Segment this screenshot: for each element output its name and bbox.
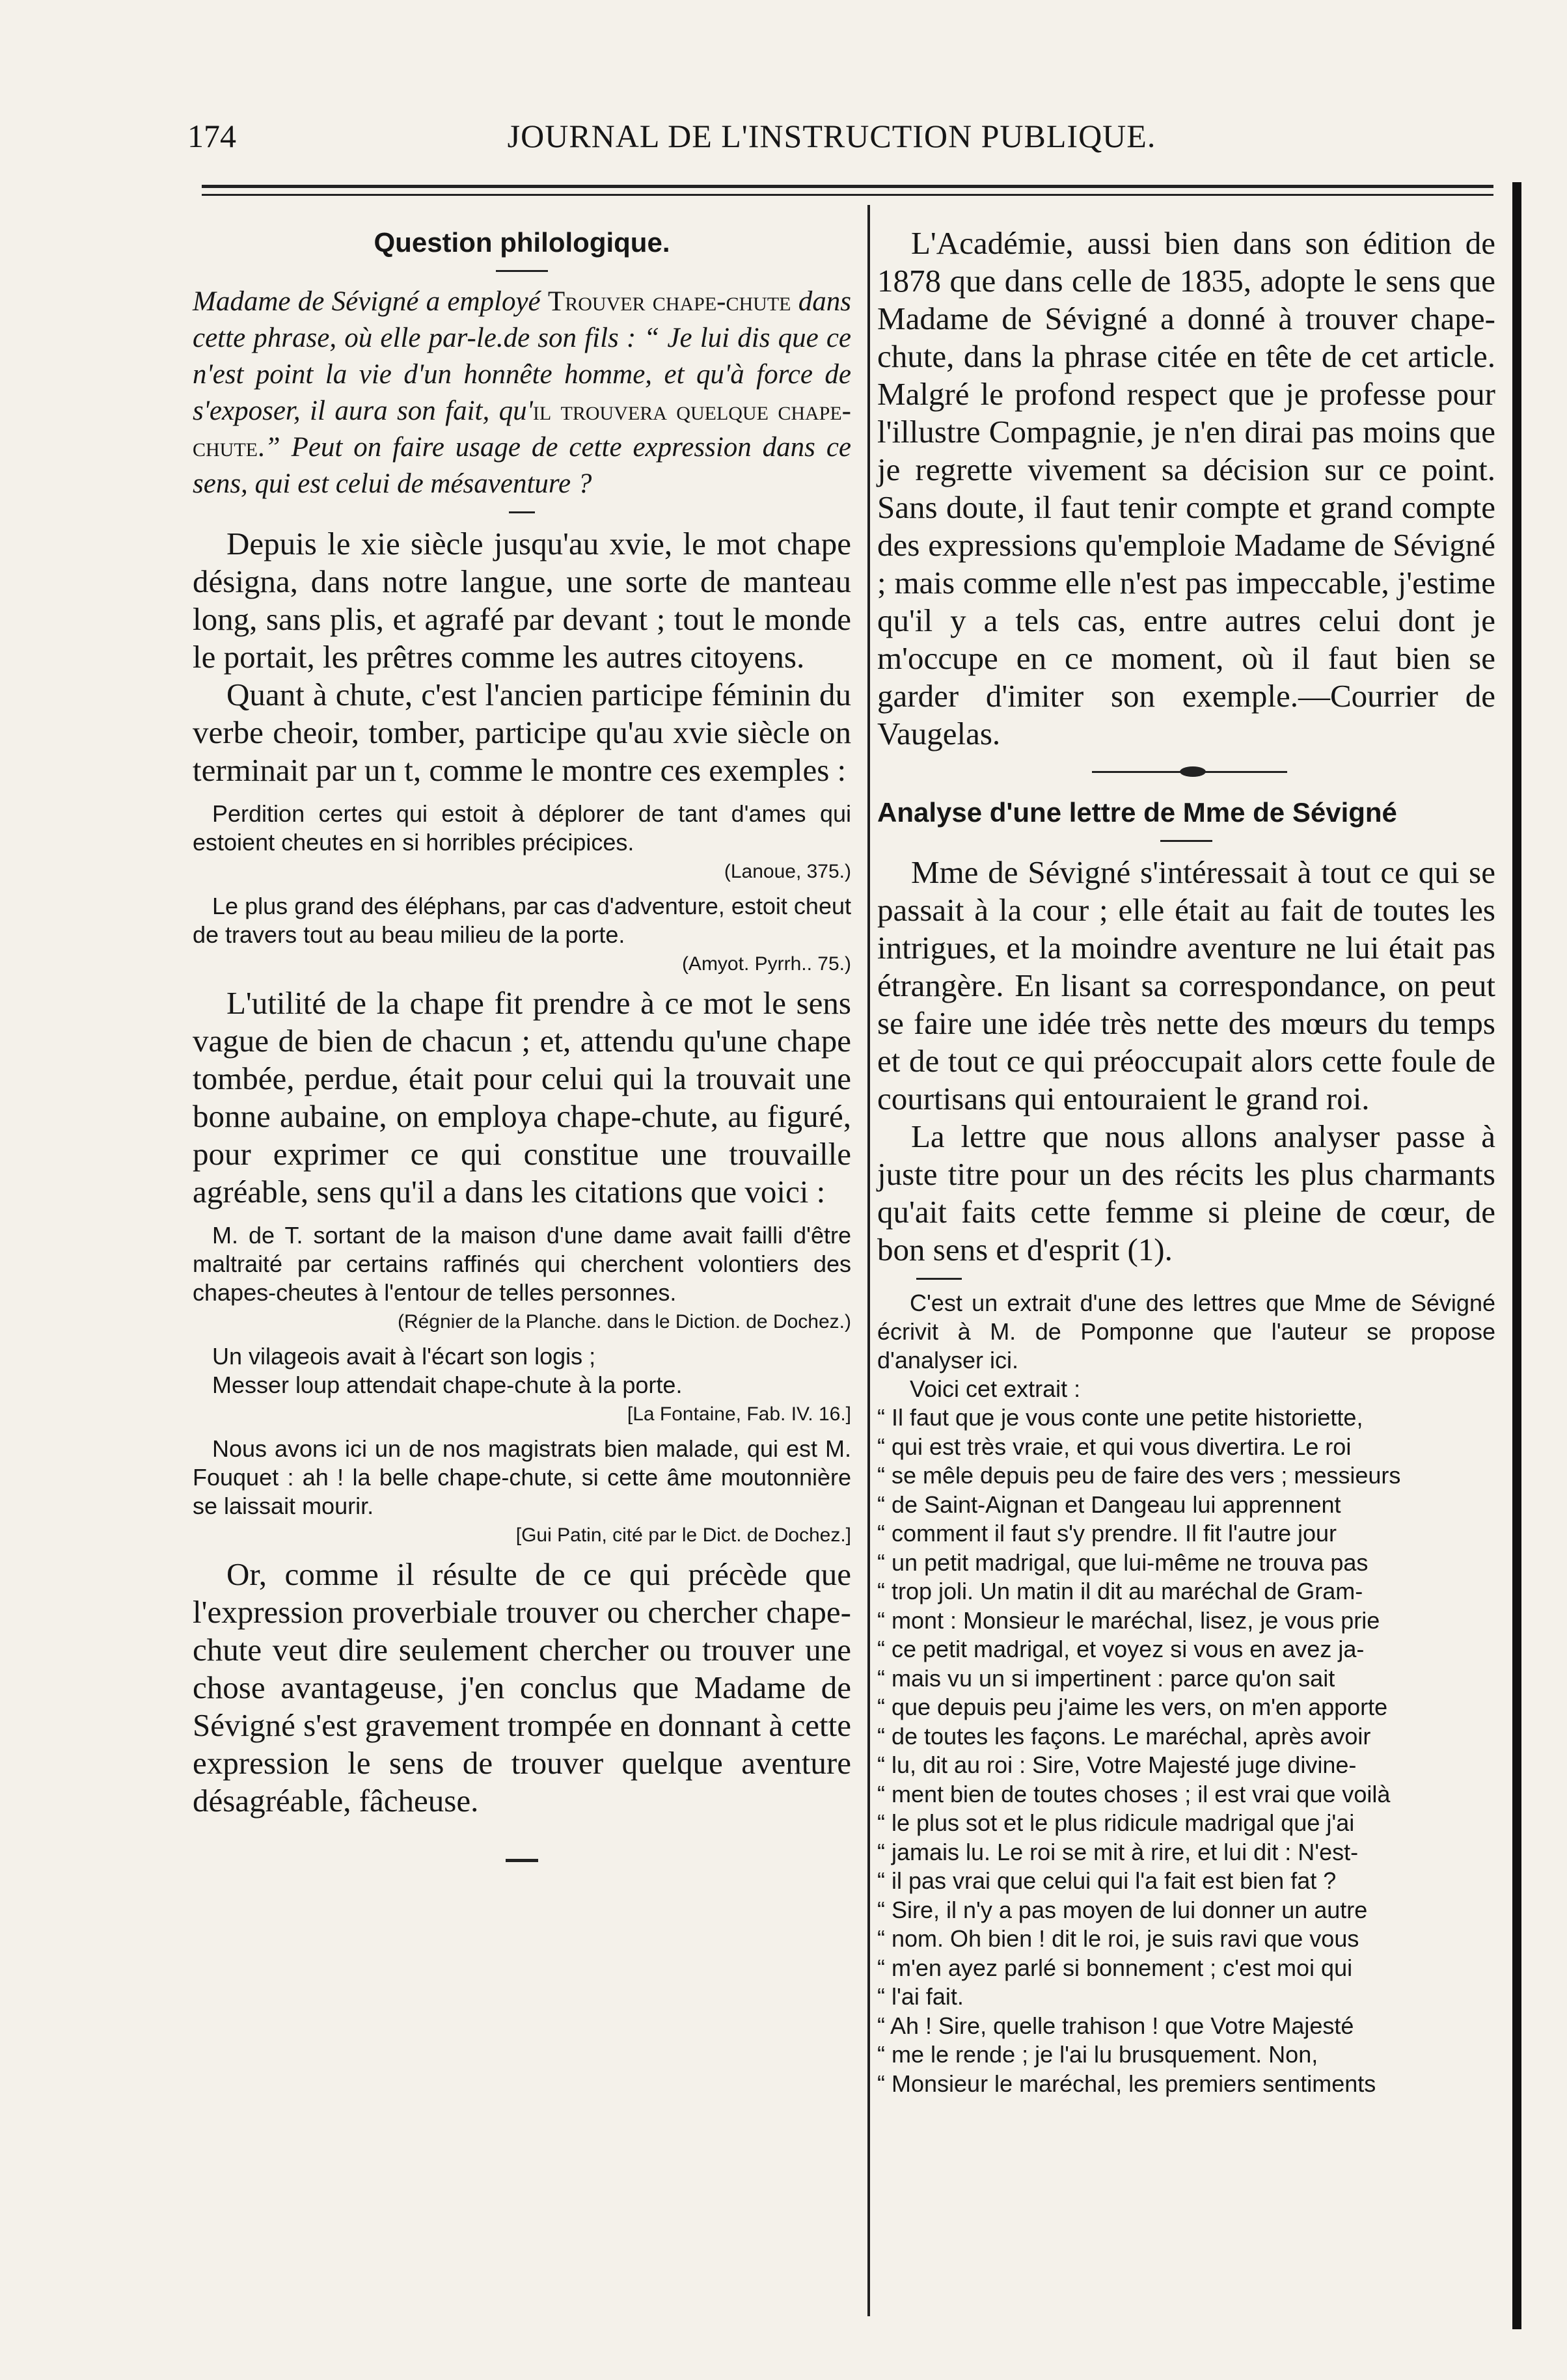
paragraph: C'est un extrait d'une des lettres que Mme de Sévigné écrivit à M. de Pomponne que l'auteur se propose d'analyser ici. [877, 1290, 1495, 1373]
question-part-1: Madame de Sévigné a employé [193, 286, 548, 317]
citation: M. de T. sortant de la maison d'une dame avait failli d'être maltraité par certains raffinés qui cherchent volontiers des chapes-cheutes à l'entour de telles personnes. [193, 1222, 851, 1306]
paragraph: Mme de Sévigné s'intéressait à tout ce qui se passait à la cour ; elle était au fait de toutes les intrigues, et la moindre aventure ne lui était pas étrangère. En lisant sa correspondance, on peut se faire une idée très nette des mœurs du temps et de tout ce qui préoccupait alors cette foule de courtisans qui entouraient le grand roi. [877, 854, 1495, 1116]
page-edge-shadow [1512, 182, 1521, 2329]
letter-line: “ m'en ayez parlé si bonnement ; c'est moi qui [877, 1954, 1353, 1981]
end-dash [506, 1859, 538, 1862]
letter-line: “ mont : Monsieur le maréchal, lisez, je vous prie [877, 1606, 1380, 1634]
paragraph: Quant à chute, c'est l'ancien participe féminin du verbe cheoir, tomber, participe qu'au xvie siècle on terminait par un t, comme le montre ces exemples : [193, 677, 851, 788]
citation: Nous avons ici un de nos magistrats bien malade, qui est M. Fouquet : ah ! la belle chape-chute, si cette âme moutonnière se laissait mourir. [193, 1435, 851, 1519]
letter-line: “ il pas vrai que celui qui l'a fait est bien fat ? [877, 1867, 1337, 1894]
section-title: Analyse d'une lettre de Mme de Sévigné [877, 797, 1397, 828]
paragraph: Depuis le xie siècle jusqu'au xvie, le mot chape désigna, dans notre langue, une sorte de manteau long, sans plis, et agrafé par devant ; tout le monde le portait, les prêtres comme les autres citoyens. [193, 526, 851, 675]
letter-line: “ qui est très vraie, et qui vous divertira. Le roi [877, 1433, 1352, 1460]
citation-source: [La Fontaine, Fab. IV. 16.] [627, 1403, 851, 1425]
question-smallcaps-2: il trouvera quelque chape-chute. [193, 396, 851, 463]
column-divider [867, 205, 870, 2316]
left-column [193, 224, 851, 1862]
separator-dash [509, 511, 535, 513]
question-text [193, 284, 851, 502]
citation-source: (Régnier de la Planche. dans le Diction. de Dochez.) [397, 1311, 851, 1332]
paragraph: Or, comme il résulte de ce qui précède que l'expression proverbiale trouver ou chercher chape-chute veut dire seulement chercher ou trouver une chose avantageuse, j'en conclus que Madame de Sévigné s'est gravement trompée en donnant à cette expression le sens de trouver quelque aventure désagréable, fâcheuse. [193, 1556, 851, 1819]
letter-line: “ jamais lu. Le roi se mit à rire, et lui dit : N'est- [877, 1838, 1359, 1865]
letter-line: “ ce petit madrigal, et voyez si vous en avez ja- [877, 1636, 1365, 1662]
question-part-2: dans cette phrase, où elle par-le.de son fils : “ Je lui dis que ce n'est point la vie d'un honnête homme, et qu'à force de s'exposer, il aura son fait, qu' [193, 286, 852, 426]
citation-source: (Lanoue, 375.) [724, 861, 851, 882]
question-smallcaps-1: Trouver chape-chute [547, 286, 791, 317]
question-part-3: ” Peut on faire usage de cette expression dans ce sens, qui est celui de mésaventure ? [193, 432, 851, 499]
letter-line: “ Monsieur le maréchal, les premiers sentiments [877, 2070, 1376, 2097]
letter-line: “ mais vu un si impertinent : parce qu'on sait [877, 1664, 1335, 1692]
section-title: Question philologique. [374, 227, 670, 258]
paragraph: L'Académie, aussi bien dans son édition de 1878 que dans celle de 1835, adopte le sens que Madame de Sévigné a donné à trouver chape-chute, dans la phrase citée en tête de cet article. Malgré le profond respect que je professe pour l'illustre Compagnie, je n'en dirai pas moins que je regrette vivement sa décision sur ce point. Sans doute, il faut tenir compte et grand compte des expressions qu'emploie Madame de Sévigné ; mais comme elle n'est pas impeccable, j'estime qu'il y a tels cas, entre autres celui dont je m'occupe en ce moment, où il faut bien se garder d'imiter son exemple.—Courrier de Vaugelas. [877, 225, 1495, 751]
paragraph: L'utilité de la chape fit prendre à ce mot le sens vague de bien de chacun ; et, attendu qu'une chape tombée, perdue, était pour celui qui la trouvait une bonne aubaine, on employa chape-chute, au figuré, pour exprimer ce qui constitue une trouvaille agréable, sens qu'il a dans les citations que voici : [193, 985, 851, 1210]
running-title: JOURNAL DE L'INSTRUCTION PUBLIQUE. [507, 118, 1156, 154]
letter-line: “ un petit madrigal, que lui-même ne trouva pas [877, 1548, 1369, 1576]
letter-line: “ le plus sot et le plus ridicule madrigal que j'ai [877, 1809, 1355, 1836]
title-rule [1160, 840, 1212, 842]
citation: Perdition certes qui estoit à déplorer de tant d'ames qui estoient cheutes en si horribles précipices. [193, 800, 851, 856]
letter-line: “ que depuis peu j'aime les vers, on m'en apporte [877, 1694, 1388, 1720]
paragraph: Voici cet extrait : [910, 1375, 1081, 1402]
header-rule [202, 185, 1493, 188]
letter-line: “ ment bien de toutes choses ; il est vrai que voilà [877, 1780, 1391, 1807]
letter-line: “ lu, dit au roi : Sire, Votre Majesté juge divine- [877, 1751, 1357, 1778]
letter-line: “ de toutes les façons. Le maréchal, après avoir [877, 1722, 1371, 1750]
letter-line: “ me le rende ; je l'ai lu brusquement. Non, [877, 2041, 1318, 2068]
letter-line: “ trop joli. Un matin il dit au maréchal de Gram- [877, 1578, 1363, 1604]
citation: Le plus grand des éléphans, par cas d'adventure, estoit cheut de travers tout au beau milieu de la porte. [193, 893, 851, 948]
header-rule-thin [202, 194, 1493, 196]
letter-line: “ Sire, il n'y a pas moyen de lui donner un autre [877, 1896, 1368, 1923]
verse-line: Un vilageois avait à l'écart son logis ; [212, 1343, 596, 1370]
letter-line: “ l'ai fait. [877, 1983, 964, 2010]
page-number: 174 [187, 118, 236, 154]
page-header [187, 117, 1476, 169]
letter-line: “ comment il faut s'y prendre. Il fit l'autre jour [877, 1520, 1337, 1547]
citation-source: (Amyot. Pyrrh.. 75.) [681, 953, 851, 975]
letter-line: “ Ah ! Sire, quelle trahison ! que Votre Majesté [877, 2012, 1354, 2039]
letter-extract [877, 1403, 1495, 2098]
citation-source: [Gui Patin, cité par le Dict. de Dochez.] [515, 1524, 851, 1546]
verse-line: Messer loup attendait chape-chute à la porte. [212, 1372, 683, 1398]
title-rule [496, 270, 548, 272]
paragraph: La lettre que nous allons analyser passe à juste titre pour un des récits les plus charmants qu'ait faits cette femme si pleine de cœur, de bon sens et d'esprit (1). [877, 1118, 1495, 1267]
right-column [877, 224, 1495, 2098]
letter-line: “ se mêle depuis peu de faire des vers ; messieurs [877, 1462, 1401, 1489]
letter-line: “ nom. Oh bien ! dit le roi, je suis ravi que vous [877, 1925, 1359, 1952]
letter-line: “ Il faut que je vous conte une petite historiette, [877, 1404, 1363, 1431]
letter-line: “ de Saint-Aignan et Dangeau lui apprennent [877, 1491, 1341, 1518]
section-ornament [877, 759, 1495, 785]
separator-dash [916, 1278, 962, 1280]
